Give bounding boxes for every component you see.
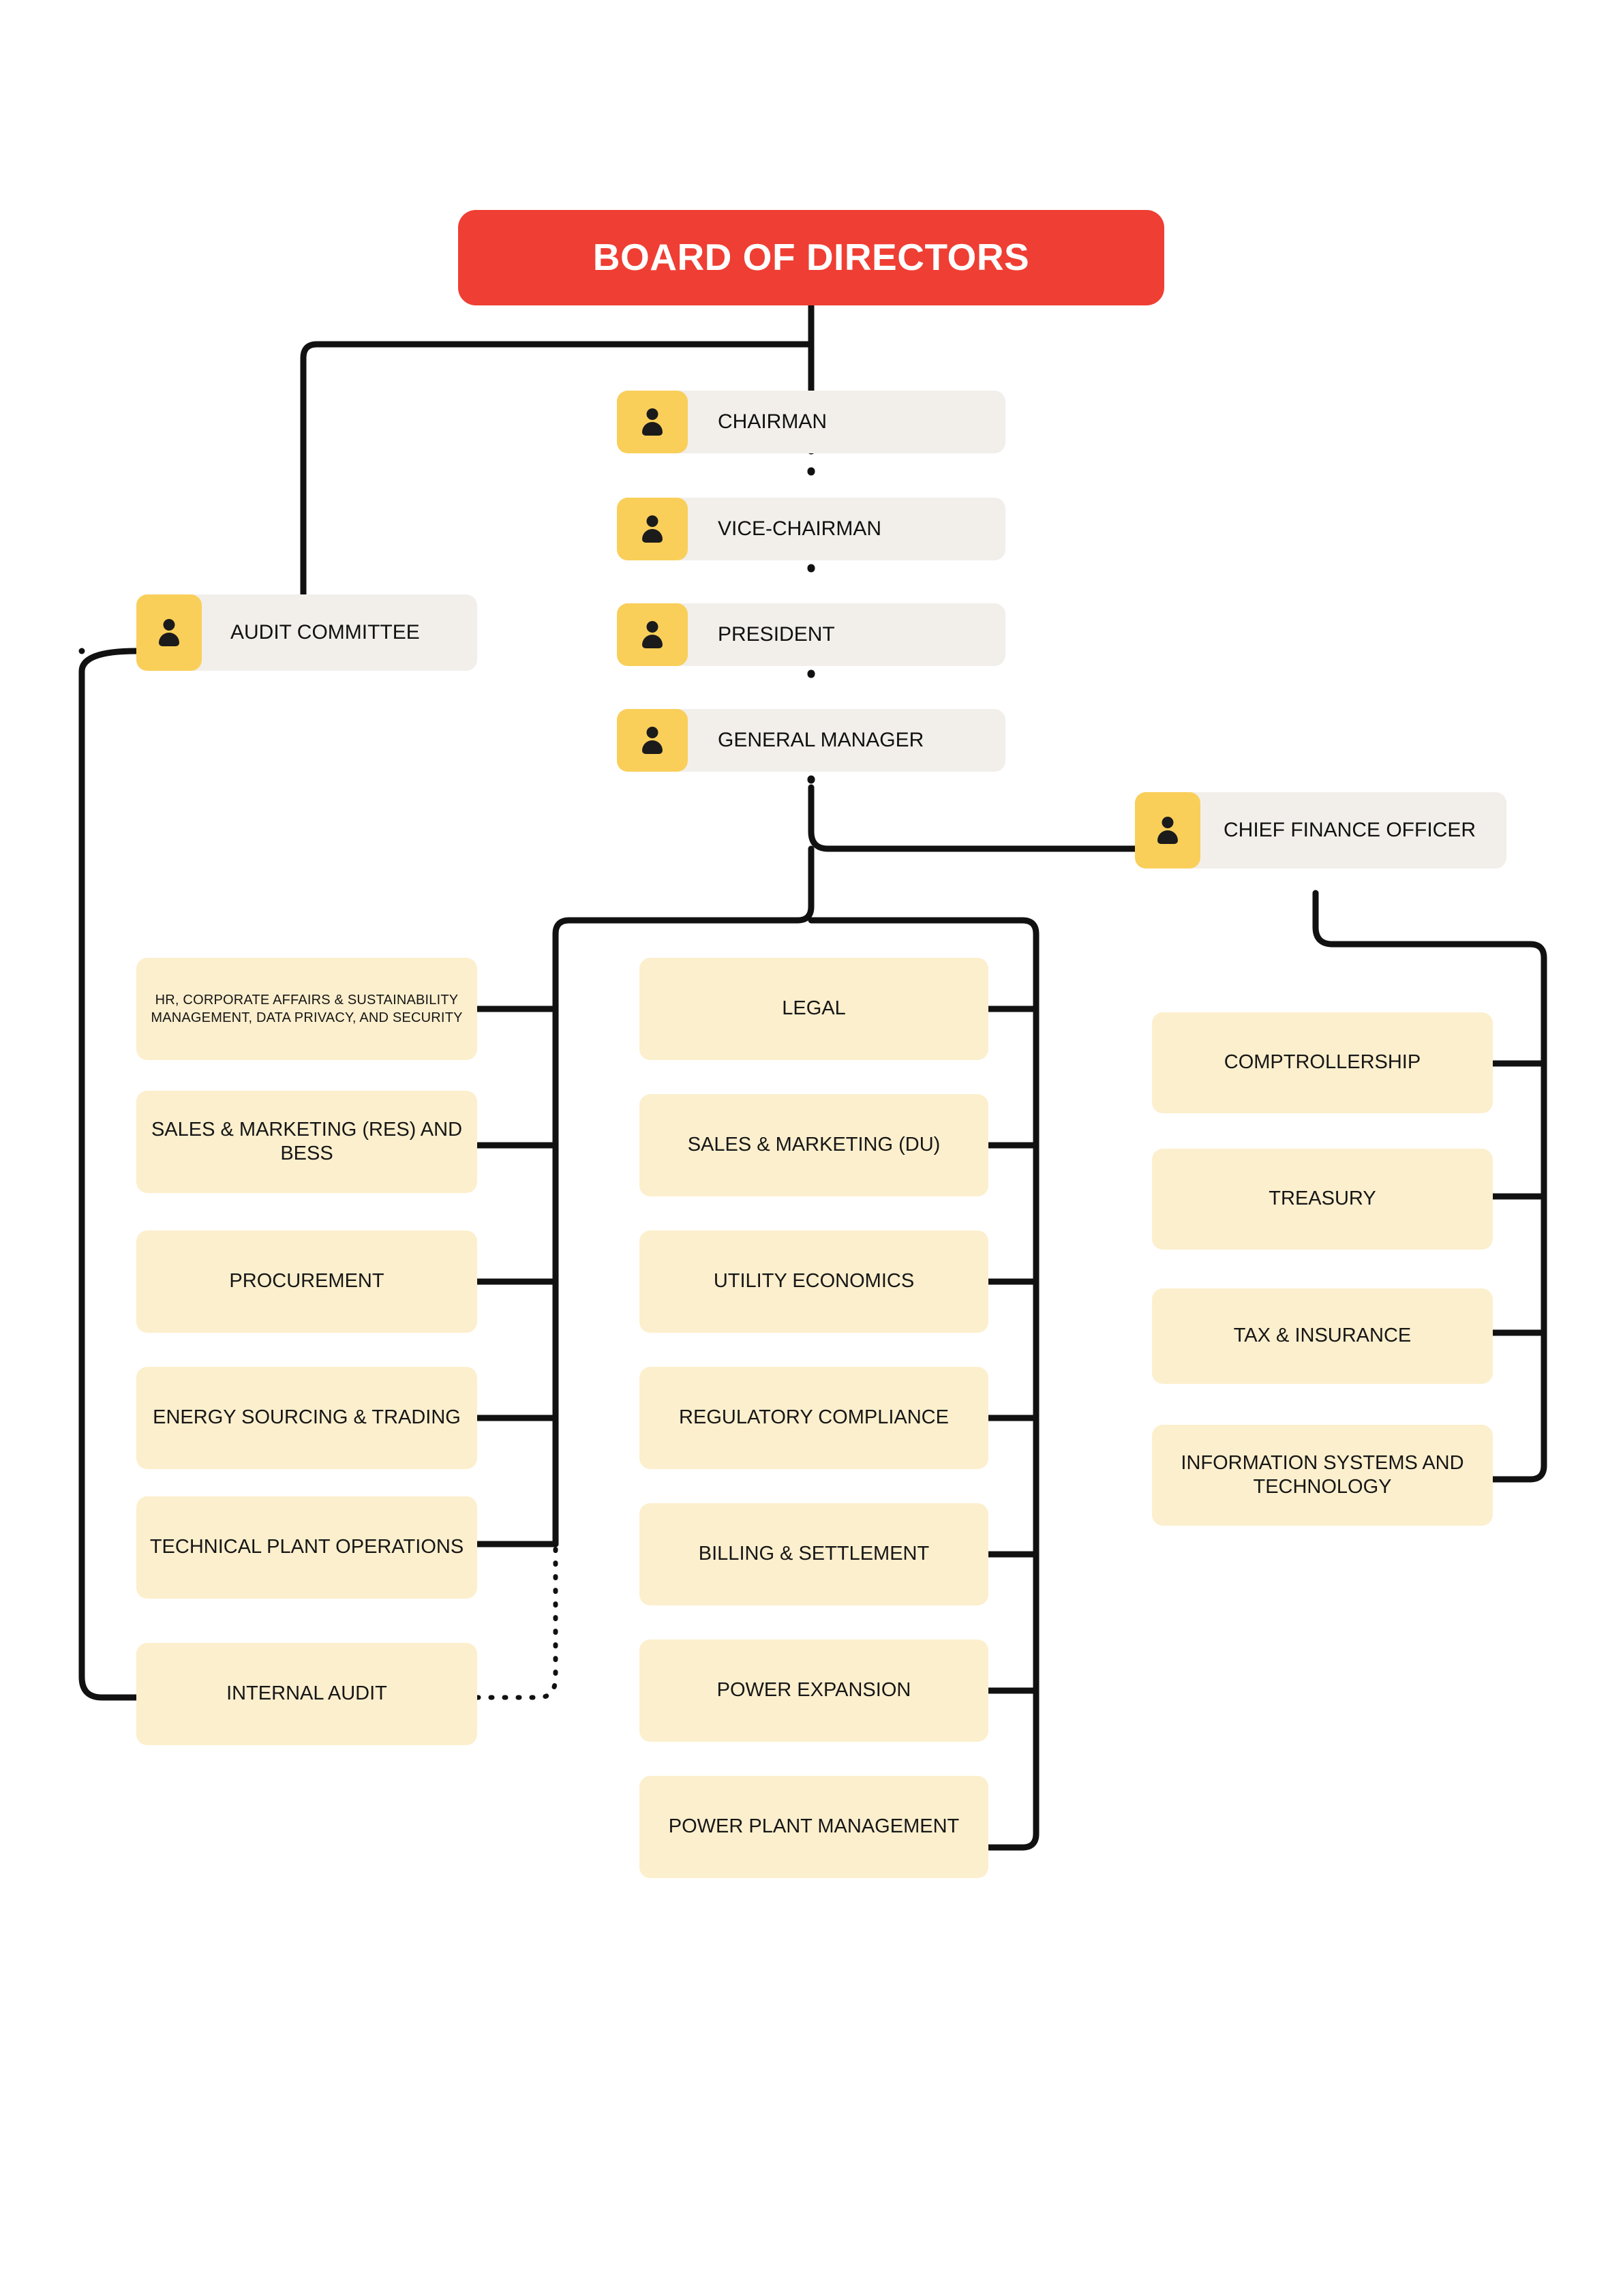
dept-label: HR, CORPORATE AFFAIRS & SUSTAINABILITY MANAGEMENT, DATA PRIVACY, AND SECURITY [151, 992, 463, 1025]
dept-label: INFORMATION SYSTEMS AND TECHNOLOGY [1181, 1451, 1464, 1498]
chief-finance-officer-node[interactable] [1135, 792, 1506, 868]
chief-finance-officer-label: CHIEF FINANCE OFFICER [1224, 818, 1476, 841]
dept-label: PROCUREMENT [229, 1270, 384, 1293]
dept-label: POWER PLANT MANAGEMENT [668, 1815, 960, 1838]
dept-utility-economics[interactable] [639, 1230, 988, 1333]
dept-label: TECHNICAL PLANT OPERATIONS [149, 1536, 464, 1558]
dept-tax-insurance[interactable] [1152, 1288, 1493, 1384]
exec-node-chairman[interactable] [617, 391, 1005, 453]
dept-internal-audit[interactable] [136, 1643, 477, 1745]
dept-billing-settlement[interactable] [639, 1503, 988, 1605]
dept-legal[interactable] [639, 958, 988, 1060]
dept-label: POWER EXPANSION [716, 1679, 911, 1702]
dept-label: INTERNAL AUDIT [226, 1682, 387, 1705]
person-icon [136, 594, 202, 671]
dept-label: ENERGY SOURCING & TRADING [153, 1406, 461, 1429]
exec-label-general-manager: GENERAL MANAGER [718, 728, 924, 751]
dept-label: BILLING & SETTLEMENT [698, 1543, 930, 1565]
dept-comptrollership[interactable] [1152, 1012, 1493, 1113]
dept-label: COMPTROLLERSHIP [1224, 1051, 1421, 1074]
person-icon [617, 709, 688, 772]
exec-node-vice-chairman[interactable] [617, 498, 1005, 560]
dept-hr-corporate-affairs[interactable] [136, 958, 477, 1060]
dept-label: SALES & MARKETING (DU) [687, 1134, 941, 1156]
exec-label-vice-chairman: VICE-CHAIRMAN [718, 517, 882, 540]
dept-treasury[interactable] [1152, 1149, 1493, 1250]
dept-power-plant-management[interactable] [639, 1776, 988, 1878]
dept-label: SALES & MARKETING (RES) AND BESS [151, 1118, 463, 1164]
person-icon [617, 603, 688, 666]
dept-label: TREASURY [1269, 1188, 1376, 1210]
exec-node-general-manager[interactable] [617, 709, 1005, 772]
dept-power-expansion[interactable] [639, 1640, 988, 1742]
board-of-directors-label: BOARD OF DIRECTORS [592, 236, 1030, 279]
audit-committee-node[interactable] [136, 594, 477, 671]
dept-label: UTILITY ECONOMICS [713, 1270, 915, 1293]
dept-label: TAX & INSURANCE [1233, 1325, 1412, 1347]
dept-technical-plant-operations[interactable] [136, 1496, 477, 1599]
person-icon [1135, 792, 1200, 868]
dept-label: REGULATORY COMPLIANCE [679, 1406, 949, 1429]
dept-sales-marketing-res-bess[interactable] [136, 1091, 477, 1193]
board-of-directors-node[interactable] [458, 210, 1164, 305]
exec-label-president: PRESIDENT [718, 622, 835, 646]
exec-label-chairman: CHAIRMAN [718, 410, 828, 433]
person-icon [617, 391, 688, 453]
dept-sales-marketing-du[interactable] [639, 1094, 988, 1196]
dept-energy-sourcing-trading[interactable] [136, 1367, 477, 1469]
exec-node-president[interactable] [617, 603, 1005, 666]
dept-label: LEGAL [782, 997, 846, 1020]
dept-information-systems-technology[interactable] [1152, 1425, 1493, 1526]
audit-committee-label: AUDIT COMMITTEE [230, 620, 420, 644]
dept-regulatory-compliance[interactable] [639, 1367, 988, 1469]
dept-procurement[interactable] [136, 1230, 477, 1333]
person-icon [617, 498, 688, 560]
